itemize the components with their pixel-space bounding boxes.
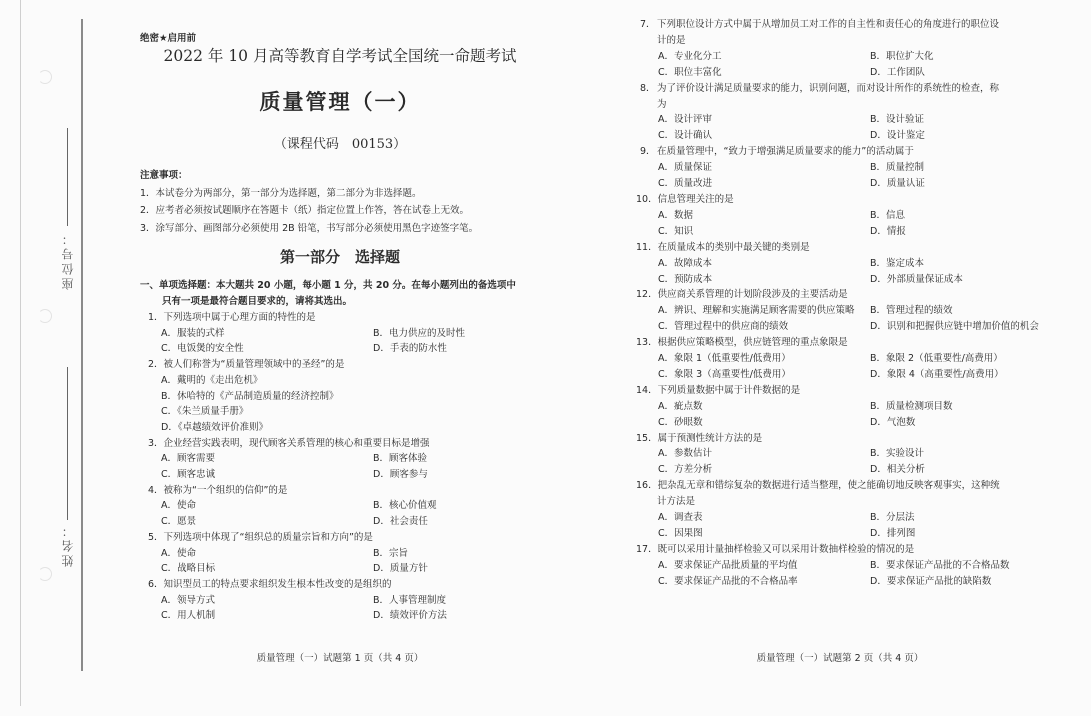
question-item [636, 431, 1070, 479]
question-number: 8． [640, 82, 656, 94]
option-c: C．《朱兰质量手册》 [161, 406, 249, 418]
option-a: A．辨识、理解和实施满足顾客需要的供应策略 [658, 305, 855, 317]
option-a: A．故障成本 [658, 257, 712, 269]
punch-hole-mark [38, 567, 52, 581]
question-item [636, 335, 1070, 383]
question-stem: 根据供应策略模型，供应链管理的重点象限是 [657, 337, 848, 349]
option-b: B．信息 [870, 209, 906, 221]
question-stem-continued: 计的是 [657, 34, 686, 46]
option-b: B．管理过程的绩效 [870, 305, 953, 317]
question-number: 13． [636, 337, 658, 349]
question-item [636, 478, 1070, 542]
option-b: B．职位扩大化 [870, 50, 934, 62]
option-a: A．专业化分工 [658, 50, 722, 62]
question-stem: 信息管理关注的是 [657, 193, 734, 205]
option-b: B．设计验证 [870, 114, 925, 126]
subject-title: 质量管理（一） [259, 89, 421, 114]
question-number: 15． [636, 432, 658, 444]
option-d: D．象限 4（高重要性/高费用） [870, 368, 1004, 380]
question-stem: 下列选项中体现了“组织总的质量宗旨和方向”的是 [163, 531, 373, 543]
notice-block [140, 167, 478, 237]
option-d: D．相关分析 [870, 464, 925, 476]
notice-item: 2．应考者必须按试题顺序在答题卡（纸）指定位置上作答，答在试卷上无效。 [140, 205, 470, 216]
option-c: C．因果图 [658, 528, 703, 539]
option-d: D．社会责任 [373, 516, 428, 528]
question-stem: 为了评价设计满足质量要求的能力，识别问题，而对设计所作的系统性的检查，称 [657, 82, 1000, 94]
secret-mark: 绝密★启用前 [140, 33, 197, 44]
option-b: B．核心价值观 [373, 500, 437, 512]
option-b: B．顾客体验 [373, 453, 428, 465]
question-number: 5． [148, 531, 164, 543]
question-stem: 被人们称誉为“质量管理领域中的圣经”的是 [163, 359, 345, 371]
option-b: B．宗旨 [373, 547, 409, 559]
option-b: B．分层法 [870, 512, 915, 524]
option-c: C．砂眼数 [658, 416, 703, 428]
option-a: A．顾客需要 [161, 453, 215, 465]
option-c: C．预防成本 [658, 273, 713, 285]
question-stem: 下列职位设计方式中属于从增加员工对工作的自主性和责任心的角度进行的职位设 [657, 19, 1000, 30]
option-a: A．调查表 [658, 512, 703, 524]
option-a: A．设计评审 [658, 114, 712, 126]
question-item [140, 436, 573, 483]
option-a: A．要求保证产品批质量的平均值 [658, 559, 798, 571]
question-item [140, 310, 573, 357]
option-d: D．手表的防水性 [373, 343, 447, 355]
question-number: 16． [636, 480, 658, 492]
punch-hole-mark [38, 309, 52, 323]
page-footer: 质量管理（一）试题第 2 页（共 4 页） [756, 653, 924, 664]
name-blank [67, 367, 68, 520]
question-item [640, 17, 1070, 81]
question-number: 11． [636, 241, 658, 253]
question-item [140, 530, 573, 577]
question-item [636, 287, 1070, 335]
punch-hole-mark [38, 70, 52, 84]
option-a: A．数据 [658, 209, 693, 221]
option-a: A．戴明的《走出危机》 [161, 374, 263, 386]
question-item [636, 383, 1070, 431]
question-number: 3． [148, 437, 164, 449]
option-b: B．休哈特的《产品制造质量的经济控制》 [161, 390, 339, 402]
part-title: 第一部分 选择题 [279, 248, 400, 266]
section-heading [140, 278, 516, 309]
question-stem: 企业经营实践表明，现代顾客关系管理的核心和重要目标是增强 [163, 437, 430, 449]
option-d: D．工作团队 [870, 66, 925, 78]
option-a: A．质量保证 [658, 162, 712, 174]
option-c: C．愿景 [161, 516, 197, 528]
question-stem-continued: 为 [657, 98, 667, 110]
question-number: 7． [640, 19, 656, 30]
option-d: D．《卓越绩效评价准则》 [161, 421, 269, 433]
option-a: A．领导方式 [161, 594, 215, 606]
question-number: 17． [636, 543, 658, 555]
question-item [640, 144, 1070, 192]
question-number: 12． [636, 289, 658, 301]
option-d: D．顾客参与 [373, 469, 428, 481]
question-stem: 知识型员工的特点要求组织发生根本性改变的是组织的 [163, 578, 392, 590]
option-d: D．气泡数 [870, 416, 916, 428]
option-b: B．实验设计 [870, 448, 925, 460]
binding-line [81, 19, 83, 671]
question-stem: 属于预测性统计方法的是 [657, 432, 763, 444]
seat-number-blank [67, 128, 68, 226]
option-c: C．管理过程中的供应商的绩效 [658, 321, 789, 333]
option-b: B．人事管理制度 [373, 594, 447, 606]
option-d: D．排列图 [870, 528, 916, 539]
question-item [636, 542, 1070, 590]
option-c: C．知识 [658, 225, 694, 237]
option-c: C．设计确认 [658, 130, 713, 142]
question-stem: 供应商关系管理的计划阶段涉及的主要活动是 [657, 289, 848, 301]
option-c: C．用人机制 [161, 610, 216, 622]
option-a: A．参数估计 [658, 448, 712, 460]
option-d: D．设计鉴定 [870, 130, 925, 142]
question-stem: 下列选项中属于心理方面的特性的是 [163, 312, 316, 323]
notice-title: 注意事项： [140, 170, 188, 181]
option-c: C．电饭煲的安全性 [161, 343, 244, 355]
scan-edge-line [20, 0, 21, 706]
course-code: （课程代码 00153） [273, 137, 407, 152]
option-d: D．绩效评价方法 [373, 610, 447, 622]
option-b: B．象限 2（低重要性/高费用） [870, 353, 1003, 365]
option-c: C．象限 3（高重要性/低费用） [658, 368, 791, 380]
option-c: C．职位丰富化 [658, 66, 722, 78]
question-stem-continued: 计方法是 [657, 496, 696, 508]
option-d: D．质量方针 [373, 563, 428, 575]
option-b: B．质量检测项目数 [870, 400, 953, 412]
option-c: C．顾客忠诚 [161, 469, 216, 481]
question-list [636, 17, 1070, 590]
question-stem: 在质量成本的类别中最关键的类别是 [657, 241, 810, 253]
name-label: 姓名： [61, 522, 75, 567]
question-stem: 被称为“一个组织的信仰”的是 [163, 484, 288, 496]
option-c: C．质量改进 [658, 178, 713, 190]
question-number: 6． [148, 578, 164, 590]
question-number: 9． [640, 146, 656, 158]
page-footer: 质量管理（一）试题第 1 页（共 4 页） [256, 653, 424, 664]
notice-item: 3．涂写部分、画图部分必须使用 2B 铅笔，书写部分必须使用黑色字迹签字笔。 [140, 222, 479, 234]
question-number: 2． [148, 359, 164, 371]
question-stem: 把杂乱无章和错综复杂的数据进行适当整理，使之能确切地反映客观事实，这种统 [657, 480, 1000, 492]
option-d: D．要求保证产品批的缺陷数 [870, 575, 992, 587]
option-a: A．象限 1（低重要性/低费用） [658, 353, 791, 365]
question-item [140, 577, 573, 624]
option-d: D．外部质量保证成本 [870, 273, 963, 285]
option-c: C．战略目标 [161, 563, 216, 575]
option-d: D．质量认证 [870, 178, 925, 190]
question-item [640, 81, 1070, 145]
question-item [140, 357, 573, 436]
option-b: B．要求保证产品批的不合格品数 [870, 559, 1010, 571]
question-number: 1． [148, 312, 164, 323]
question-item [636, 192, 1070, 240]
option-a: A．疵点数 [658, 400, 703, 412]
question-stem: 既可以采用计量抽样检验又可以采用计数抽样检验的情况的是 [657, 543, 915, 555]
question-item [140, 483, 573, 530]
option-b: B．质量控制 [870, 162, 925, 174]
exam-title: 2022 年 10 月高等教育自学考试全国统一命题考试 [163, 47, 517, 65]
section-heading-line: 只有一项是最符合题目要求的，请将其选出。 [162, 295, 353, 307]
question-stem: 下列质量数据中属于计件数据的是 [657, 384, 801, 396]
question-item [636, 240, 1070, 288]
option-a: A．使命 [161, 500, 196, 512]
seat-number-label: 座位号： [61, 230, 75, 290]
option-c: C．要求保证产品批的不合格品率 [658, 575, 798, 587]
option-b: B．电力供应的及时性 [373, 327, 466, 339]
option-a: A．服装的式样 [161, 327, 225, 339]
option-c: C．方差分析 [658, 464, 713, 476]
question-number: 10． [636, 193, 658, 205]
section-heading-line: 一、单项选择题：本大题共 20 小题，每小题 1 分，共 20 分。在每小题列出的备选项中 [140, 280, 516, 291]
option-a: A．使命 [161, 547, 196, 559]
question-stem: 在质量管理中，“致力于增强满足质量要求的能力”的活动属于 [657, 146, 914, 158]
option-d: D．情报 [870, 225, 906, 237]
option-b: B．鉴定成本 [870, 257, 925, 269]
question-number: 14． [636, 384, 658, 396]
question-number: 4． [148, 484, 164, 496]
option-d: D．识别和把握供应链中增加价值的机会 [870, 321, 1039, 333]
notice-item: 1．本试卷分为两部分，第一部分为选择题，第二部分为非选择题。 [140, 187, 422, 199]
question-list [140, 310, 573, 624]
